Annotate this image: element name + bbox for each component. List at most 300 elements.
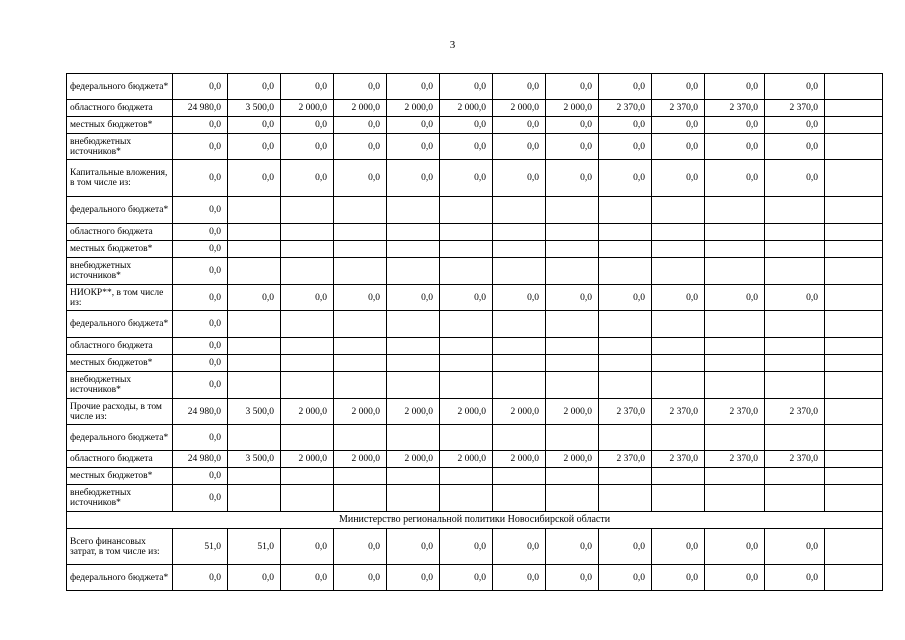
row-label: областного бюджета: [67, 451, 173, 468]
value-cell: [281, 338, 334, 355]
value-cell: 0,0: [599, 285, 652, 311]
value-cell: 0,0: [440, 160, 493, 197]
value-cell: 0,0: [440, 134, 493, 160]
value-cell: 0,0: [599, 160, 652, 197]
value-cell: [705, 197, 765, 224]
value-cell: 0,0: [705, 74, 765, 100]
table-row: [67, 241, 883, 258]
value-cell: 0,0: [705, 285, 765, 311]
value-cell: [493, 197, 546, 224]
value-cell: 0,0: [173, 285, 228, 311]
value-cell: 2 370,0: [705, 100, 765, 117]
value-cell: 2 000,0: [493, 100, 546, 117]
value-cell: [334, 197, 387, 224]
value-cell: 0,0: [228, 160, 281, 197]
value-cell: 2 000,0: [493, 451, 546, 468]
section-header-row: [67, 512, 883, 529]
value-cell: 0,0: [334, 565, 387, 591]
value-cell: [281, 241, 334, 258]
empty-cell: [825, 160, 883, 197]
value-cell: [334, 224, 387, 241]
row-label: местных бюджетов*: [67, 117, 173, 134]
empty-cell: [825, 311, 883, 338]
table-row: [67, 529, 883, 565]
value-cell: [387, 485, 440, 512]
value-cell: 0,0: [228, 117, 281, 134]
value-cell: [493, 485, 546, 512]
value-cell: [765, 224, 825, 241]
value-cell: [228, 224, 281, 241]
empty-cell: [825, 338, 883, 355]
value-cell: 0,0: [765, 565, 825, 591]
row-label: местных бюджетов*: [67, 241, 173, 258]
value-cell: [599, 197, 652, 224]
value-cell: 0,0: [334, 529, 387, 565]
value-cell: [546, 425, 599, 451]
table-row: [67, 399, 883, 425]
row-label: федерального бюджета*: [67, 74, 173, 100]
value-cell: [440, 338, 493, 355]
value-cell: 0,0: [173, 355, 228, 372]
value-cell: [705, 338, 765, 355]
value-cell: 0,0: [705, 134, 765, 160]
table-row: [67, 258, 883, 285]
value-cell: [765, 241, 825, 258]
empty-cell: [825, 258, 883, 285]
value-cell: [652, 224, 705, 241]
value-cell: 2 370,0: [652, 100, 705, 117]
row-label: внебюджетных источников*: [67, 134, 173, 160]
value-cell: 2 000,0: [334, 100, 387, 117]
value-cell: 0,0: [440, 565, 493, 591]
value-cell: [493, 355, 546, 372]
value-cell: 0,0: [387, 134, 440, 160]
value-cell: 0,0: [440, 74, 493, 100]
value-cell: 2 000,0: [281, 451, 334, 468]
empty-cell: [825, 134, 883, 160]
empty-cell: [825, 197, 883, 224]
value-cell: [440, 311, 493, 338]
value-cell: [228, 241, 281, 258]
value-cell: 2 370,0: [652, 399, 705, 425]
value-cell: 2 000,0: [281, 399, 334, 425]
value-cell: 3 500,0: [228, 399, 281, 425]
value-cell: 2 370,0: [599, 100, 652, 117]
value-cell: [281, 258, 334, 285]
row-label: местных бюджетов*: [67, 355, 173, 372]
row-label: федерального бюджета*: [67, 311, 173, 338]
value-cell: 0,0: [765, 74, 825, 100]
value-cell: [281, 425, 334, 451]
value-cell: [493, 425, 546, 451]
table-row: [67, 311, 883, 338]
value-cell: 2 000,0: [440, 451, 493, 468]
value-cell: 0,0: [705, 117, 765, 134]
value-cell: [705, 224, 765, 241]
value-cell: [765, 372, 825, 399]
value-cell: [228, 355, 281, 372]
value-cell: [546, 311, 599, 338]
value-cell: 0,0: [765, 285, 825, 311]
value-cell: [281, 197, 334, 224]
row-label: областного бюджета: [67, 338, 173, 355]
row-label: федерального бюджета*: [67, 197, 173, 224]
value-cell: [440, 197, 493, 224]
table-row: [67, 425, 883, 451]
value-cell: 0,0: [546, 134, 599, 160]
value-cell: [599, 311, 652, 338]
value-cell: [546, 372, 599, 399]
row-label: областного бюджета: [67, 224, 173, 241]
value-cell: 2 000,0: [546, 100, 599, 117]
value-cell: 0,0: [173, 241, 228, 258]
value-cell: 0,0: [281, 529, 334, 565]
value-cell: 0,0: [546, 117, 599, 134]
value-cell: [652, 241, 705, 258]
value-cell: [546, 485, 599, 512]
value-cell: [546, 355, 599, 372]
table-row: [67, 134, 883, 160]
value-cell: 0,0: [173, 372, 228, 399]
value-cell: [440, 372, 493, 399]
value-cell: [765, 425, 825, 451]
value-cell: [652, 311, 705, 338]
value-cell: [493, 338, 546, 355]
value-cell: [546, 197, 599, 224]
row-label: федерального бюджета*: [67, 565, 173, 591]
empty-cell: [825, 285, 883, 311]
value-cell: 0,0: [493, 529, 546, 565]
table-body-top: [67, 74, 883, 512]
value-cell: [652, 355, 705, 372]
value-cell: 0,0: [387, 74, 440, 100]
value-cell: [493, 224, 546, 241]
value-cell: 0,0: [546, 565, 599, 591]
value-cell: [599, 355, 652, 372]
table-row: [67, 338, 883, 355]
value-cell: 3 500,0: [228, 451, 281, 468]
value-cell: 0,0: [228, 565, 281, 591]
value-cell: [546, 468, 599, 485]
value-cell: 0,0: [173, 258, 228, 285]
empty-cell: [825, 565, 883, 591]
value-cell: 0,0: [173, 160, 228, 197]
value-cell: 0,0: [173, 74, 228, 100]
value-cell: [765, 197, 825, 224]
value-cell: 0,0: [652, 117, 705, 134]
value-cell: [440, 241, 493, 258]
value-cell: [765, 311, 825, 338]
value-cell: 0,0: [705, 529, 765, 565]
table-row: [67, 565, 883, 591]
value-cell: 0,0: [493, 117, 546, 134]
value-cell: [493, 372, 546, 399]
value-cell: [440, 425, 493, 451]
value-cell: [440, 355, 493, 372]
value-cell: 2 000,0: [334, 451, 387, 468]
value-cell: [334, 485, 387, 512]
value-cell: [599, 468, 652, 485]
value-cell: 0,0: [546, 529, 599, 565]
value-cell: [228, 425, 281, 451]
value-cell: 2 370,0: [599, 399, 652, 425]
value-cell: [228, 338, 281, 355]
value-cell: [652, 197, 705, 224]
value-cell: [387, 338, 440, 355]
value-cell: 24 980,0: [173, 451, 228, 468]
value-cell: 0,0: [599, 74, 652, 100]
value-cell: 2 000,0: [387, 100, 440, 117]
empty-cell: [825, 372, 883, 399]
table-row: [67, 117, 883, 134]
table-row: [67, 372, 883, 399]
value-cell: 0,0: [173, 485, 228, 512]
value-cell: [228, 258, 281, 285]
value-cell: 0,0: [440, 529, 493, 565]
value-cell: 0,0: [765, 117, 825, 134]
value-cell: [546, 258, 599, 285]
value-cell: 0,0: [599, 565, 652, 591]
value-cell: 0,0: [599, 529, 652, 565]
value-cell: 0,0: [173, 224, 228, 241]
value-cell: 2 000,0: [334, 399, 387, 425]
value-cell: [765, 338, 825, 355]
empty-cell: [825, 468, 883, 485]
value-cell: [440, 485, 493, 512]
empty-cell: [825, 485, 883, 512]
value-cell: 0,0: [546, 74, 599, 100]
value-cell: 51,0: [173, 529, 228, 565]
table-body-bottom: [67, 529, 883, 591]
value-cell: 0,0: [281, 134, 334, 160]
value-cell: [334, 311, 387, 338]
value-cell: [599, 485, 652, 512]
value-cell: [546, 338, 599, 355]
value-cell: 0,0: [281, 565, 334, 591]
value-cell: 0,0: [387, 285, 440, 311]
value-cell: [493, 258, 546, 285]
value-cell: 0,0: [546, 285, 599, 311]
value-cell: [546, 224, 599, 241]
row-label: Капитальные вложения, в том числе из:: [67, 160, 173, 197]
value-cell: 0,0: [334, 160, 387, 197]
value-cell: [387, 425, 440, 451]
value-cell: [228, 372, 281, 399]
table-row: [67, 74, 883, 100]
value-cell: [599, 241, 652, 258]
value-cell: [705, 425, 765, 451]
value-cell: 0,0: [228, 74, 281, 100]
value-cell: [228, 485, 281, 512]
value-cell: 0,0: [334, 117, 387, 134]
table-row: [67, 224, 883, 241]
value-cell: 2 000,0: [493, 399, 546, 425]
value-cell: 0,0: [493, 285, 546, 311]
value-cell: 0,0: [334, 74, 387, 100]
value-cell: 0,0: [281, 74, 334, 100]
value-cell: 2 000,0: [281, 100, 334, 117]
value-cell: [387, 258, 440, 285]
row-label: внебюджетных источников*: [67, 258, 173, 285]
value-cell: [281, 372, 334, 399]
value-cell: [765, 485, 825, 512]
value-cell: [599, 258, 652, 285]
value-cell: 0,0: [387, 117, 440, 134]
value-cell: 2 000,0: [387, 451, 440, 468]
value-cell: [705, 468, 765, 485]
value-cell: 0,0: [173, 311, 228, 338]
row-label: областного бюджета: [67, 100, 173, 117]
value-cell: 0,0: [493, 565, 546, 591]
value-cell: 0,0: [173, 468, 228, 485]
value-cell: [599, 372, 652, 399]
value-cell: 0,0: [493, 74, 546, 100]
value-cell: 2 000,0: [546, 451, 599, 468]
empty-cell: [825, 241, 883, 258]
value-cell: 2 370,0: [652, 451, 705, 468]
value-cell: 51,0: [228, 529, 281, 565]
value-cell: [765, 468, 825, 485]
row-label: внебюджетных источников*: [67, 372, 173, 399]
value-cell: 0,0: [387, 565, 440, 591]
value-cell: [334, 372, 387, 399]
page-number: 3: [449, 39, 456, 51]
value-cell: [334, 355, 387, 372]
table-row: [67, 197, 883, 224]
value-cell: [387, 355, 440, 372]
value-cell: 0,0: [652, 160, 705, 197]
value-cell: 0,0: [652, 529, 705, 565]
value-cell: 2 000,0: [440, 100, 493, 117]
value-cell: [440, 258, 493, 285]
value-cell: [281, 485, 334, 512]
empty-cell: [825, 100, 883, 117]
table-row: [67, 485, 883, 512]
value-cell: [440, 224, 493, 241]
empty-cell: [825, 117, 883, 134]
empty-cell: [825, 355, 883, 372]
value-cell: 2 000,0: [440, 399, 493, 425]
value-cell: 2 000,0: [387, 399, 440, 425]
table-row: [67, 285, 883, 311]
value-cell: [705, 485, 765, 512]
row-label: Всего финансовых затрат, в том числе из:: [67, 529, 173, 565]
value-cell: 0,0: [173, 338, 228, 355]
value-cell: 0,0: [493, 134, 546, 160]
row-label: местных бюджетов*: [67, 468, 173, 485]
value-cell: [228, 311, 281, 338]
value-cell: [652, 338, 705, 355]
value-cell: [599, 224, 652, 241]
value-cell: [387, 311, 440, 338]
table-row: [67, 451, 883, 468]
value-cell: 24 980,0: [173, 100, 228, 117]
value-cell: 0,0: [765, 529, 825, 565]
value-cell: [334, 425, 387, 451]
value-cell: 2 370,0: [599, 451, 652, 468]
empty-cell: [825, 74, 883, 100]
value-cell: [387, 241, 440, 258]
value-cell: [228, 468, 281, 485]
value-cell: [281, 355, 334, 372]
value-cell: [705, 311, 765, 338]
value-cell: [705, 372, 765, 399]
value-cell: 0,0: [334, 285, 387, 311]
value-cell: [334, 338, 387, 355]
value-cell: [387, 372, 440, 399]
value-cell: [705, 355, 765, 372]
value-cell: 2 370,0: [765, 399, 825, 425]
value-cell: [493, 311, 546, 338]
value-cell: 2 000,0: [546, 399, 599, 425]
row-label: НИОКР**, в том числе из:: [67, 285, 173, 311]
value-cell: 24 980,0: [173, 399, 228, 425]
value-cell: [546, 241, 599, 258]
value-cell: [652, 258, 705, 285]
value-cell: [334, 258, 387, 285]
empty-cell: [825, 529, 883, 565]
value-cell: 3 500,0: [228, 100, 281, 117]
value-cell: [652, 468, 705, 485]
value-cell: [440, 468, 493, 485]
value-cell: 0,0: [765, 134, 825, 160]
row-label: федерального бюджета*: [67, 425, 173, 451]
value-cell: 0,0: [652, 74, 705, 100]
value-cell: 0,0: [173, 565, 228, 591]
table-row: [67, 100, 883, 117]
value-cell: 0,0: [440, 117, 493, 134]
value-cell: 0,0: [765, 160, 825, 197]
table-row: [67, 355, 883, 372]
value-cell: 0,0: [387, 529, 440, 565]
value-cell: [493, 241, 546, 258]
value-cell: [599, 425, 652, 451]
empty-cell: [825, 425, 883, 451]
value-cell: [765, 258, 825, 285]
table-row: [67, 468, 883, 485]
value-cell: 0,0: [281, 117, 334, 134]
value-cell: [493, 468, 546, 485]
value-cell: 0,0: [228, 285, 281, 311]
value-cell: 2 370,0: [765, 451, 825, 468]
value-cell: [281, 224, 334, 241]
value-cell: [705, 241, 765, 258]
value-cell: 0,0: [173, 425, 228, 451]
value-cell: [705, 258, 765, 285]
value-cell: 2 370,0: [705, 399, 765, 425]
value-cell: 0,0: [281, 160, 334, 197]
value-cell: 0,0: [652, 134, 705, 160]
value-cell: 0,0: [546, 160, 599, 197]
value-cell: 0,0: [493, 160, 546, 197]
value-cell: [652, 372, 705, 399]
section-title: Министерство региональной политики Новосибирской области: [67, 512, 883, 529]
value-cell: 0,0: [652, 285, 705, 311]
value-cell: 0,0: [599, 134, 652, 160]
value-cell: 2 370,0: [765, 100, 825, 117]
value-cell: 0,0: [440, 285, 493, 311]
value-cell: [334, 241, 387, 258]
value-cell: 0,0: [652, 565, 705, 591]
value-cell: 0,0: [173, 134, 228, 160]
value-cell: [599, 338, 652, 355]
value-cell: 0,0: [173, 197, 228, 224]
value-cell: 0,0: [334, 134, 387, 160]
row-label: Прочие расходы, в том числе из:: [67, 399, 173, 425]
value-cell: [281, 311, 334, 338]
section-header-group: [67, 512, 883, 529]
empty-cell: [825, 399, 883, 425]
